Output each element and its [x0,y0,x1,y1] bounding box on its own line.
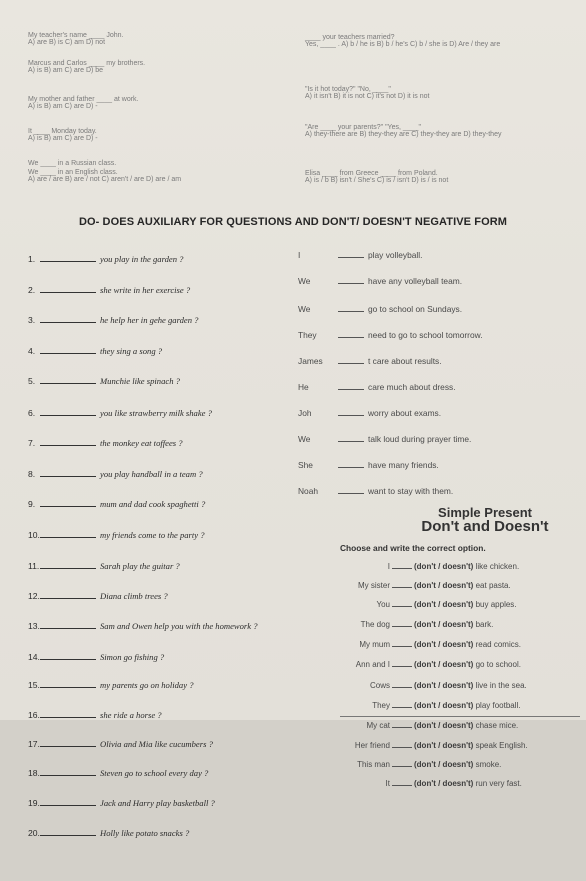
answer-blank[interactable] [40,261,96,262]
answer-blank[interactable] [392,568,412,569]
choice-predicate: speak English. [475,741,528,750]
choice-options: (don't / doesn't) [414,600,474,609]
negative-predicate: want to stay with them. [368,486,454,496]
question-number: 12. [28,591,40,601]
choice-options: (don't / doesn't) [414,620,474,629]
answer-blank[interactable] [392,687,412,688]
question-text: my parents go on holiday ? [100,680,194,690]
choice-item [344,600,517,609]
choice-item [344,721,518,730]
top-left-item-5 [28,160,116,167]
question-number: 17. [28,739,40,749]
choice-item [344,620,493,629]
question-item [28,376,180,386]
question-text: they sing a song ? [100,346,163,356]
item-stem: Elisa ____ from Greece ____ from Poland. [305,170,438,177]
negative-predicate: play volleyball. [368,250,423,260]
negative-item [298,460,439,470]
answer-blank[interactable] [338,493,364,494]
answer-blank[interactable] [40,476,96,477]
answer-blank[interactable] [40,659,96,660]
negative-item [298,250,422,260]
negative-predicate: talk loud during prayer time. [368,434,472,444]
choice-predicate: read comics. [475,640,521,649]
item-stem: My mother and father ____ at work. [28,96,139,103]
choice-predicate: chase mice. [475,721,519,730]
choice-predicate: buy apples. [475,600,517,609]
question-item [28,710,162,720]
answer-blank[interactable] [392,606,412,607]
answer-blank[interactable] [338,441,364,442]
question-text: Diana climb trees ? [100,591,168,601]
negative-subject: Noah [298,486,319,496]
question-item [28,828,189,838]
negative-item [298,304,462,314]
negative-predicate: have any volleyball team. [368,276,463,286]
question-number: 10. [28,530,40,540]
choice-predicate: like chicken. [475,562,520,571]
choice-options: (don't / doesn't) [414,640,474,649]
question-text: you play in the garden ? [100,254,184,264]
negative-subject: We [298,434,311,444]
answer-blank[interactable] [40,322,96,323]
negative-predicate: go to school on Sundays. [368,304,463,314]
choice-subject: My cat [366,721,390,730]
item-options: A) are / are B) are / not C) aren't / are D) are / am [28,176,182,183]
negative-item [298,408,441,418]
question-number: 2. [28,285,36,295]
top-right-item-2 [305,86,429,100]
question-text: Simon go fishing ? [100,652,165,662]
choice-subject: You [376,600,390,609]
top-right-item-1 [305,34,500,48]
question-text: Holly like potato snacks ? [100,828,190,838]
question-text: mum and dad cook spaghetti ? [100,499,206,509]
question-number: 6. [28,408,36,418]
choice-predicate: go to school. [475,660,521,669]
negative-subject: He [298,382,309,392]
question-text: she ride a horse ? [100,710,162,720]
choice-options: (don't / doesn't) [414,701,474,710]
question-item [28,438,183,448]
answer-blank[interactable] [392,626,412,627]
answer-blank[interactable] [338,415,364,416]
answer-blank[interactable] [392,587,412,588]
question-item [28,408,212,418]
answer-blank[interactable] [338,363,364,364]
top-left-item-1 [28,32,124,46]
question-number: 20. [28,828,40,838]
negative-item [298,434,471,444]
negative-subject: James [298,356,323,366]
question-number: 18. [28,768,40,778]
answer-blank[interactable] [40,687,96,688]
item-stem: My teacher's name ____ John. [28,32,124,39]
choice-options: (don't / doesn't) [414,721,474,730]
item-stem: ____ your teachers married? [305,34,395,41]
question-number: 11. [28,561,40,571]
negative-item [298,382,456,392]
answer-blank[interactable] [40,628,96,629]
answer-blank[interactable] [392,747,412,748]
question-number: 14. [28,652,40,662]
negative-subject: They [298,330,317,340]
choice-options: (don't / doesn't) [414,562,474,571]
question-number: 8. [28,469,36,479]
answer-blank[interactable] [392,666,412,667]
negative-predicate: have many friends. [368,460,439,470]
answer-blank[interactable] [338,389,364,390]
answer-blank[interactable] [40,746,96,747]
question-item [28,346,162,356]
question-item [28,254,183,264]
answer-blank[interactable] [392,727,412,728]
question-number: 19. [28,798,40,808]
answer-blank[interactable] [40,598,96,599]
choice-subject: It [385,779,390,788]
negative-subject: We [298,304,311,314]
question-text: you play handball in a team ? [100,469,203,479]
question-text: Steven go to school every day ? [100,768,209,778]
choice-subject: My sister [358,581,390,590]
choice-subject: The dog [360,620,390,629]
answer-blank[interactable] [338,311,364,312]
negative-item [298,356,442,366]
question-text: the monkey eat toffees ? [100,438,183,448]
choice-subject: They [372,701,390,710]
choice-item [344,681,527,690]
simple-present-title: Simple Present [438,505,532,520]
choice-predicate: bark. [475,620,494,629]
question-text: my friends come to the party ? [100,530,205,540]
top-left-item-3 [28,96,139,110]
item-options: A) it isn't B) it is not C) it's not D) it is not [305,93,430,100]
answer-blank[interactable] [392,785,412,786]
choice-predicate: run very fast. [475,779,522,788]
negative-predicate: care much about dress. [368,382,456,392]
question-text: Olivia and Mia like cucumbers ? [100,739,213,749]
negative-item [298,330,483,340]
question-number: 16. [28,710,40,720]
question-item [28,530,205,540]
question-number: 5. [28,376,36,386]
question-item [28,315,198,325]
question-number: 15. [28,680,40,690]
answer-blank[interactable] [40,537,96,538]
question-number: 13. [28,621,40,631]
choice-options: (don't / doesn't) [414,779,474,788]
item-options: A) is / b B) isn't / She's C) is / isn't D) is / is not [305,177,449,184]
choice-item [344,640,521,649]
top-left-item-6 [28,169,181,183]
choice-options: (don't / doesn't) [414,760,474,769]
item-options: A) they-there are B) they-they are C) they-they are D) they-they [305,131,502,138]
question-item [28,768,208,778]
question-text: Sarah play the guitar ? [100,561,180,571]
question-text: Munchie like spinach ? [100,376,180,386]
choice-item [344,779,522,788]
question-item [28,652,164,662]
item-stem: We ____ in a Russian class. [28,160,117,167]
choice-options: (don't / doesn't) [414,741,474,750]
answer-blank[interactable] [40,292,96,293]
question-item [28,739,213,749]
question-item [28,469,203,479]
item-options: Yes, ____ . A) b / he is B) b / he's C) b / she is D) Are / they are [305,41,501,48]
choice-predicate: play football. [475,701,521,710]
answer-blank[interactable] [338,283,364,284]
question-number: 4. [28,346,36,356]
item-stem: Marcus and Carlos ____ my brothers. [28,60,146,67]
question-number: 1. [28,254,36,264]
answer-blank[interactable] [40,717,96,718]
choice-item [344,562,519,571]
negative-item [298,276,462,286]
question-item [28,285,190,295]
item-stem: "Is it hot today?" "No, ____" [305,86,391,93]
question-text: she write in her exercise ? [100,285,191,295]
item-stem: We ____ in an English class. [28,169,118,176]
question-number: 9. [28,499,36,509]
bottom-rule [340,716,580,717]
answer-blank[interactable] [392,707,412,708]
choice-predicate: eat pasta. [475,581,511,590]
question-text: Sam and Owen help you with the homework ? [100,621,258,631]
answer-blank[interactable] [40,445,96,446]
question-item [28,680,194,690]
answer-blank[interactable] [40,415,96,416]
choice-subject: Her friend [354,741,390,750]
item-options: A) is B) am C) are D) - [28,135,98,142]
worksheet-title: DO- DOES AUXILIARY FOR QUESTIONS AND DON'T/ DOESN'T NEGATIVE FORM [78,216,508,228]
choice-subject: This man [357,760,390,769]
choice-options: (don't / doesn't) [414,681,474,690]
question-item [28,591,168,601]
dont-doesnt-title: Don't and Doesn't [421,518,549,535]
item-stem: "Are ____ your parents?" "Yes, ____" [305,124,421,131]
answer-blank[interactable] [40,506,96,507]
choice-item [344,760,501,769]
negative-subject: I [298,250,301,260]
choice-subject: I [387,562,390,571]
choice-item [344,581,511,590]
answer-blank[interactable] [40,805,96,806]
answer-blank[interactable] [40,353,96,354]
choice-item [344,660,521,669]
choice-subject: Ann and I [355,660,390,669]
answer-blank[interactable] [40,775,96,776]
negative-subject: We [298,276,311,286]
question-text: he help her in gehe garden ? [100,315,199,325]
item-options: A) are B) is C) am D) not [28,39,106,46]
negative-subject: Joh [298,408,312,418]
answer-blank[interactable] [392,646,412,647]
choice-subject: Cows [369,681,390,690]
choose-instruction: Choose and write the correct option. [340,543,486,553]
item-options: A) is B) am C) are D) - [28,103,98,110]
choice-predicate: smoke. [475,760,502,769]
answer-blank[interactable] [338,337,364,338]
negative-subject: She [298,460,313,470]
question-number: 7. [28,438,36,448]
answer-blank[interactable] [392,766,412,767]
top-left-item-2 [28,60,145,74]
choice-predicate: live in the sea. [475,681,527,690]
top-right-item-4 [305,170,448,184]
negative-predicate: worry about exams. [368,408,442,418]
choice-options: (don't / doesn't) [414,660,474,669]
answer-blank[interactable] [40,383,96,384]
item-options: A) is B) am C) are D) be [28,67,104,74]
question-text: you like strawberry milk shake ? [100,408,212,418]
question-item [28,798,215,808]
choice-options: (don't / doesn't) [414,581,474,590]
top-left-item-4 [28,128,98,142]
item-stem: It ____ Monday today. [28,128,97,135]
answer-blank[interactable] [338,467,364,468]
question-number: 3. [28,315,36,325]
top-right-item-3 [305,124,501,138]
negative-predicate: need to go to school tomorrow. [368,330,483,340]
negative-predicate: t care about results. [368,356,442,366]
answer-blank[interactable] [40,835,96,836]
negative-item [298,486,453,496]
answer-blank[interactable] [338,257,364,258]
question-item [28,499,205,509]
answer-blank[interactable] [40,568,96,569]
choice-subject: My mum [359,640,390,649]
question-item [28,621,258,631]
choice-item [344,701,521,710]
choice-item [344,741,528,750]
question-text: Jack and Harry play basketball ? [100,798,215,808]
question-item [28,561,180,571]
